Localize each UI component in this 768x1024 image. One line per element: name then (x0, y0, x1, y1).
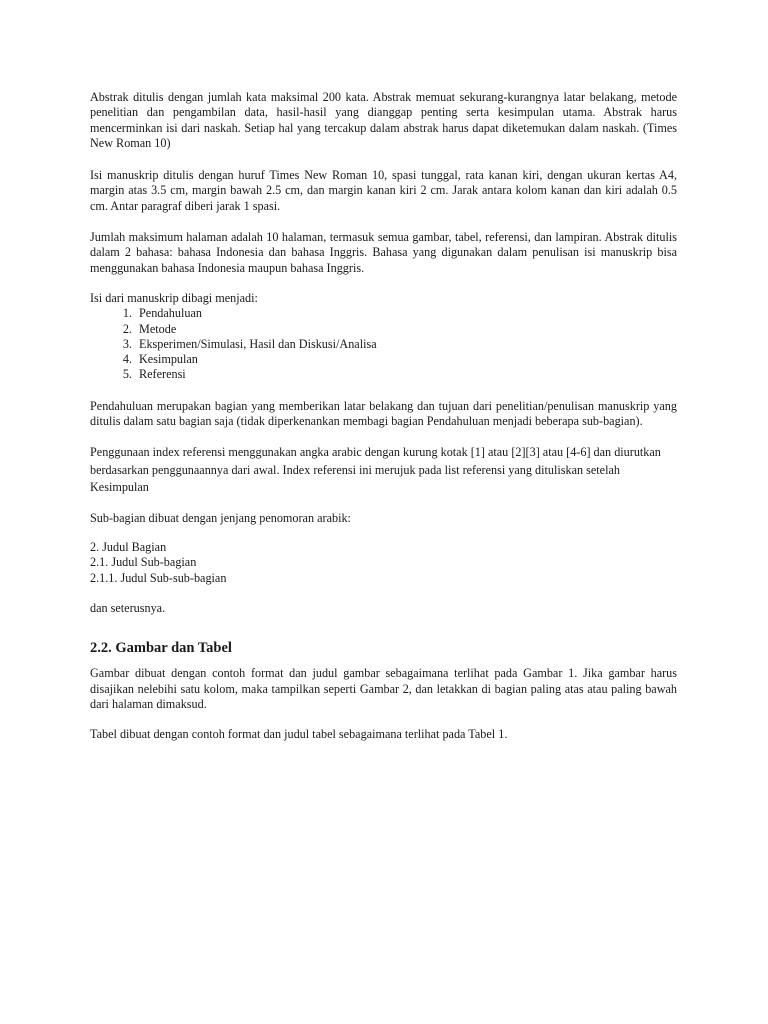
abstract-paragraph: Abstrak ditulis dengan jumlah kata maksimal 200 kata. Abstrak memuat sekurang-kurangnya latar belakang, metode penelitian dan pengambilan data, hasil-hasil yang dianggap penting serta kesimpulan utama. Abstrak harus mencerminkan isi dari naskah. Setiap hal yang tercakup dalam abstrak harus dapat diketemukan dalam naskah. (Times New Roman 10) (90, 90, 677, 150)
etc-text: dan seterusnya. (90, 601, 166, 616)
figure-paragraph: Gambar dibuat dengan contoh format dan judul gambar sebagaimana terlihat pada Gambar 1. Jika gambar harus disajikan nelebihi satu kolom, maka tampilkan seperti Gambar 2, dan letakkan di bagian paling atas atau paling bawah dari halaman dimaksud. (90, 666, 677, 711)
list-item: 5. Referensi (135, 367, 677, 382)
table-paragraph: Tabel dibuat dengan contoh format dan judul tabel sebagaimana terlihat pada Tabel 1. (90, 727, 508, 742)
section-heading: 2.2. Gambar dan Tabel (90, 640, 232, 657)
list-item: 2. Metode (135, 322, 677, 337)
document-body (90, 90, 677, 743)
subsection-example: 2.1. Judul Sub-bagian (90, 555, 197, 570)
page-limit-paragraph: Jumlah maksimum halaman adalah 10 halaman, termasuk semua gambar, tabel, referensi, dan lampiran. Abstrak ditulis dalam 2 bahasa: bahasa Indonesia dan bahasa Inggris. Bahasa yang digunakan dalam penulisan isi manuskrip bisa menggunakan bahasa Indonesia maupun bahasa Inggris. (90, 230, 677, 275)
reference-paragraph: Penggunaan index referensi menggunakan angka arabic dengan kurung kotak [1] atau [2][3] atau [4-6] dan diurutkan berdasarkan penggunaannya dari awal. Index referensi ini merujuk pada list referensi yang dituliskan setelah Kesimpulan (90, 445, 661, 495)
subsection-intro: Sub-bagian dibuat dengan jenjang penomoran arabik: (90, 510, 351, 525)
list-item: 1. Pendahuluan (135, 306, 677, 321)
introduction-paragraph: Pendahuluan merupakan bagian yang memberikan latar belakang dan tujuan dari penelitian/penulisan manuskrip yang ditulis dalam satu bagian saja (tidak diperkenankan membagi bagian Pendahuluan menjadi beberapa sub-bagian). (90, 398, 677, 429)
list-item: 3. Eksperimen/Simulasi, Hasil dan Diskusi/Analisa (135, 337, 677, 352)
list-item: 4. Kesimpulan (135, 352, 677, 367)
section-list (90, 306, 677, 382)
list-intro: Isi dari manuskrip dibagi menjadi: (90, 290, 258, 305)
format-paragraph: Isi manuskrip ditulis dengan huruf Times New Roman 10, spasi tunggal, rata kanan kiri, dengan ukuran kertas A4, margin atas 3.5 cm, margin bawah 2.5 cm, dan margin kanan kiri 2 cm. Jarak antara kolom kanan dan kiri adalah 0.5 cm. Antar paragraf diberi jarak 1 spasi. (90, 168, 677, 213)
subsection-example: 2.1.1. Judul Sub-sub-bagian (90, 570, 227, 585)
subsection-example: 2. Judul Bagian (90, 540, 167, 555)
